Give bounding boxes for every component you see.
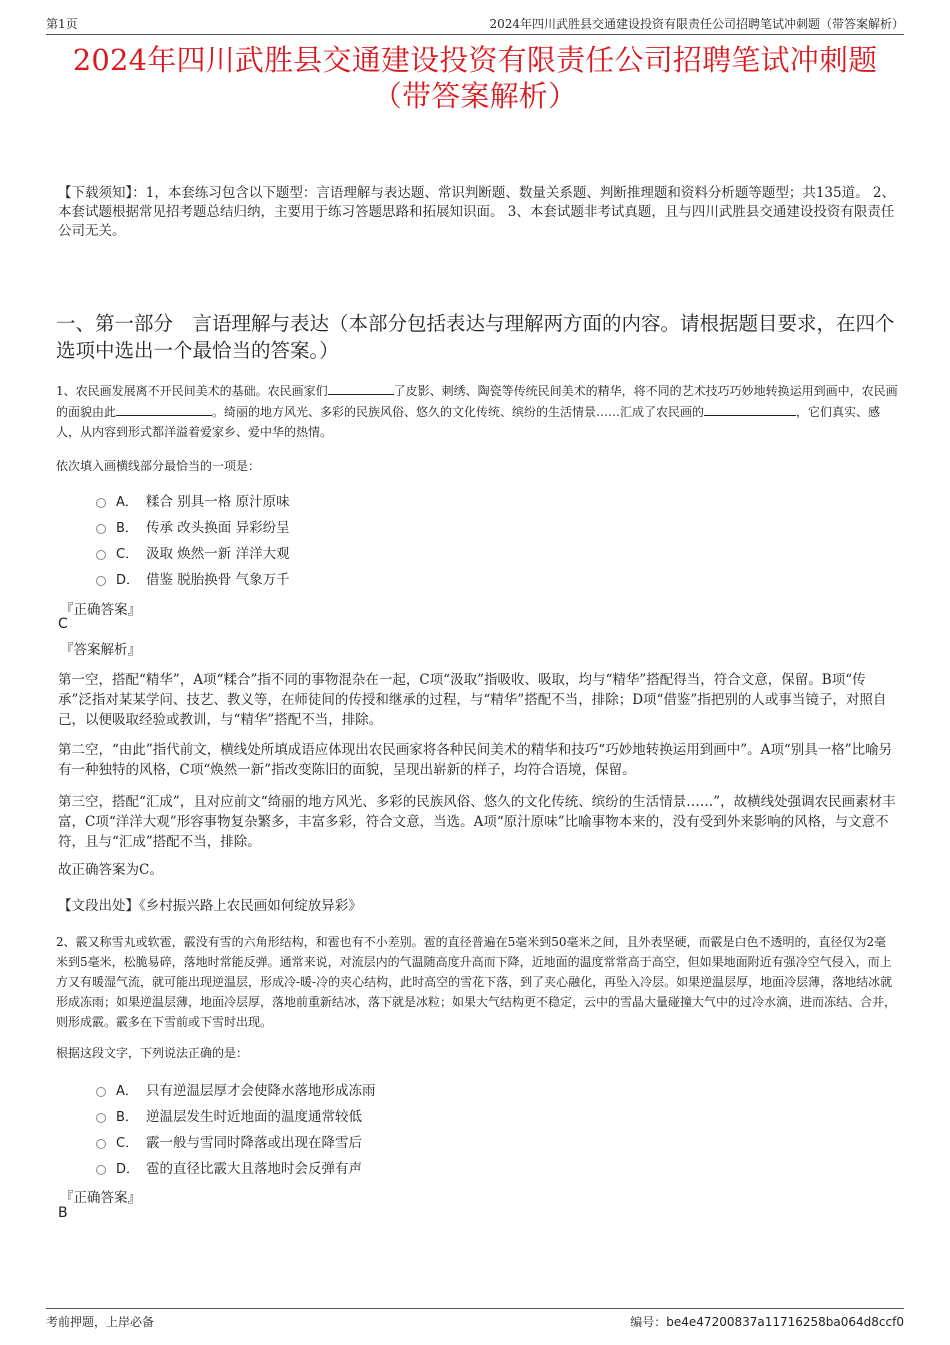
fill-blank xyxy=(704,401,796,416)
question-1-options xyxy=(96,487,290,591)
analysis-paragraph: 第三空，搭配“汇成”，且对应前文“绮丽的地方风光、多彩的民族风俗、悠久的文化传统、缤纷的生活情景……”，故横线处强调农民画素材丰富，C项“洋洋大观”形容事物复杂繁多，丰富多彩，符合文意，当选。A项“原汁原味”比喻事物本来的，没有受到外来影响的风格，与文意不符，且与“汇成”搭配不当，排除。 xyxy=(58,794,896,850)
option-c[interactable]: C． 汲取 焕然一新 洋洋大观 xyxy=(96,539,290,565)
radio-icon[interactable] xyxy=(96,1087,106,1097)
option-d[interactable]: D． 借鉴 脱胎换骨 气象万千 xyxy=(96,565,290,591)
answer-label: 『正确答案』 xyxy=(60,602,141,618)
option-c[interactable]: C． 霰一般与雪同时降落或出现在降雪后 xyxy=(96,1128,376,1154)
page-number: 第1页 xyxy=(46,17,78,31)
question-1-prompt: 依次填入画横线部分最恰当的一项是： xyxy=(56,459,261,473)
option-a[interactable]: A． 糅合 别具一格 原汁原味 xyxy=(96,487,290,513)
radio-icon[interactable] xyxy=(96,524,106,534)
document-title xyxy=(40,42,910,114)
radio-icon[interactable] xyxy=(96,1139,106,1149)
correct-answer: C xyxy=(58,616,68,632)
fill-blank xyxy=(328,380,394,395)
radio-icon[interactable] xyxy=(96,1113,106,1123)
analysis-paragraph: 第二空，“由此”指代前文，横线处所填成语应体现出农民画家将各种民间美术的精华和技巧“巧妙地转换运用到画中”。A项“别具一格”比喻另有一种独特的风格，C项“焕然一新”指改变陈旧的面貌，呈现出崭新的样子，均符合语境，保留。 xyxy=(58,742,893,778)
header-doc-title: 2024年四川武胜县交通建设投资有限责任公司招聘笔试冲刺题（带答案解析） xyxy=(489,17,904,31)
document-code: 编号：be4e47200837a11716258ba064d8ccf0 xyxy=(630,1315,904,1329)
title-line-2: （带答案解析） xyxy=(372,79,578,113)
footer-slogan: 考前押题，上岸必备 xyxy=(46,1315,155,1329)
download-notice: 【下载须知】：1，本套练习包含以下题型：言语理解与表达题、常识判断题、数量关系题、判断推理题和资料分析题等题型；共135道。 2、本套试题根据常见招考题总结归纳，主要用于练习答题思路和拓展知识面。 3、本套试题非考试真题，且与四川武胜县交通建设投资有限责任公司无关。 xyxy=(58,185,895,239)
page-footer xyxy=(46,1308,904,1330)
question-1-text: 1、农民画发展离不开民间美术的基础。农民画家们 了皮影、刺绣、陶瓷等传统民间美术的精华，将不同的艺术技巧巧妙地转换运用到画中，农民画的面貌由此 。绮丽的地方风光、多彩的民族风俗、悠久的文化传统、缤纷的生活情景……汇成了农民画的 ，它们真实、感人，从内容到形式都洋溢着爱家乡、爱中华的热情。 xyxy=(56,380,898,442)
option-b[interactable]: B． 传承 改头换面 异彩纷呈 xyxy=(96,513,290,539)
radio-icon[interactable] xyxy=(96,498,106,508)
radio-icon[interactable] xyxy=(96,550,106,560)
answer-label: 『正确答案』 xyxy=(60,1190,141,1206)
section-title: 一、第一部分 言语理解与表达（本部分包括表达与理解两方面的内容。请根据题目要求，在四个选项中选出一个最恰当的答案。） xyxy=(56,312,895,362)
question-2-options xyxy=(96,1076,376,1180)
analysis-paragraph: 第一空，搭配“精华”，A项“糅合”指不同的事物混杂在一起，C项“汲取”指吸收、吸取，均与“精华”搭配得当，符合文意，保留。B项“传承”泛指对某某学问、技艺、教义等，在师徒间的传授和继承的过程，与“精华”搭配不当，排除；D项“借鉴”指把别的人或事当镜子，对照自己，以便吸取经验或教训，与“精华”搭配不当，排除。 xyxy=(58,672,887,728)
analysis-label: 『答案解析』 xyxy=(60,642,141,658)
analysis-conclusion: 故正确答案为C。 xyxy=(58,862,163,878)
option-b[interactable]: B． 逆温层发生时近地面的温度通常较低 xyxy=(96,1102,376,1128)
fill-blank xyxy=(116,401,212,416)
option-d[interactable]: D． 雹的直径比霰大且落地时会反弹有声 xyxy=(96,1154,376,1180)
title-line-1: 2024年四川武胜县交通建设投资有限责任公司招聘笔试冲刺题 xyxy=(72,43,878,77)
correct-answer: B xyxy=(58,1205,68,1221)
page-header xyxy=(46,12,904,35)
question-2-prompt: 根据这段文字，下列说法正确的是： xyxy=(56,1046,249,1060)
source-citation: 【文段出处】《乡村振兴路上农民画如何绽放异彩》 xyxy=(58,898,362,914)
radio-icon[interactable] xyxy=(96,576,106,586)
question-2-text: 2、霰又称雪丸或软雹，霰没有雪的六角形结构，和雹也有不小差别。雹的直径普遍在5毫米到50毫米之间，且外表坚硬，而霰是白色不透明的，直径仅为2毫米到5毫米，松脆易碎，落地时常能反弹。通常来说，对流层内的气温随高度升高而下降，近地面的温度常常高于高空，但如果地面附近有强冷空气侵入，而上方又有暖湿气流，就可能出现逆温层，形成冷-暖-冷的夹心结构，此时高空的雪花下落，到了夹心融化，再坠入冷层。如果逆温层厚，地面冷层薄，落地结冰就形成冻雨；如果逆温层薄，地面冷层厚，落地前重新结冰，落下就是冰粒；如果大气结构更不稳定，云中的雪晶大量碰撞大气中的过冷水滴，进而冻结、合并，则形成霰。霰多在下雪前或下雪时出现。 xyxy=(56,935,897,1029)
option-a[interactable]: A． 只有逆温层厚才会使降水落地形成冻雨 xyxy=(96,1076,376,1102)
radio-icon[interactable] xyxy=(96,1165,106,1175)
